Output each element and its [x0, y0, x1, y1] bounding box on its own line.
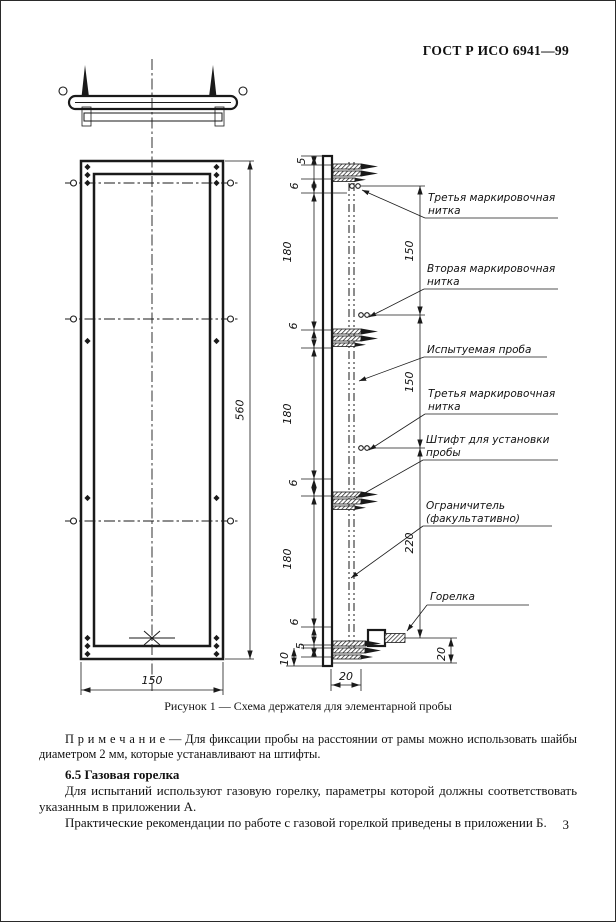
note-label: П р и м е ч а н и е — [65, 732, 166, 746]
dim-pin-gap-mid2: 6 — [287, 479, 300, 487]
dim-burner-distance: 20 — [435, 647, 448, 661]
svg-text:Вторая маркировочная: Вторая маркировочная — [427, 263, 556, 275]
dim-pin-gap-mid1: 6 — [287, 322, 300, 330]
svg-text:Штифт для установки: Штифт для установки — [426, 434, 550, 446]
pins-mid-2 — [333, 492, 378, 510]
dim-pin-gap-top: 6 — [288, 182, 301, 190]
dim-bottom-total: 10 — [278, 652, 291, 666]
svg-text:Испытуемая проба: Испытуемая проба — [427, 344, 532, 356]
callout-mounting-pin — [356, 434, 558, 498]
svg-text:Третья маркировочная: Третья маркировочная — [428, 192, 556, 204]
paragraph-1: Для испытаний используют газовую горелку, параметры которой должны соответствовать указанным в приложении А. — [39, 783, 577, 814]
end-ring-left — [59, 87, 67, 95]
callout-limiter — [351, 500, 552, 578]
svg-text:Третья маркировочная: Третья маркировочная — [428, 388, 556, 400]
svg-text:нитка: нитка — [428, 205, 461, 217]
svg-text:(факультативно): (факультативно) — [426, 513, 521, 525]
paragraph-2: Практические рекомендации по работе с газовой горелкой приведены в приложении Б. — [65, 814, 547, 830]
front-view-frame — [65, 161, 254, 695]
note-paragraph — [39, 732, 577, 762]
doc-number: ГОСТ Р ИСО 6941—99 — [422, 43, 569, 58]
top-view-pin-right — [209, 65, 217, 97]
svg-text:нитка: нитка — [428, 401, 461, 413]
note-text: — Для фиксации пробы на расстоянии от рамы можно использовать шайбы диаметром 2 мм, которые устанавливают на штифты. — [39, 732, 577, 762]
callout-second-thread — [369, 263, 558, 317]
dim-segment-c: 180 — [281, 548, 294, 570]
svg-text:пробы: пробы — [426, 447, 461, 459]
callout-test-specimen — [359, 344, 547, 381]
page-number: 3 — [562, 817, 569, 832]
body-text — [39, 732, 577, 831]
dim-segment-b: 180 — [281, 403, 294, 425]
svg-text:нитка: нитка — [427, 276, 460, 288]
dim-bar-width: 20 — [339, 670, 353, 683]
svg-text:560: 560 — [233, 399, 247, 421]
figure-caption: Рисунок 1 — Схема держателя для элементарной пробы — [164, 699, 452, 713]
pins-top — [333, 164, 378, 182]
dim-frame-height — [225, 161, 254, 659]
dim-thread-span-a: 150 — [403, 240, 416, 262]
pins-mid-1 — [333, 329, 378, 347]
top-view — [59, 59, 247, 691]
callout-burner — [407, 591, 529, 631]
callout-third-thread-top — [362, 190, 558, 218]
dim-pin-gap-bottom: 6 — [288, 618, 301, 626]
svg-text:150: 150 — [141, 674, 163, 687]
dim-burner-span: 220 — [403, 532, 416, 554]
dim-top-offset: 5 — [295, 157, 308, 165]
callouts — [351, 190, 558, 631]
dim-thread-span-b: 150 — [403, 371, 416, 393]
dim-segment-a: 180 — [281, 241, 294, 263]
left-dimension-chain — [278, 156, 347, 666]
top-view-pin-left — [82, 65, 90, 97]
svg-text:Ограничитель: Ограничитель — [426, 500, 506, 512]
svg-text:Горелка: Горелка — [430, 591, 475, 603]
end-ring-right — [239, 87, 247, 95]
pins-bottom — [333, 641, 381, 660]
section-heading: 6.5 Газовая горелка — [65, 767, 180, 783]
dim-bottom-offset: 5 — [294, 642, 307, 650]
